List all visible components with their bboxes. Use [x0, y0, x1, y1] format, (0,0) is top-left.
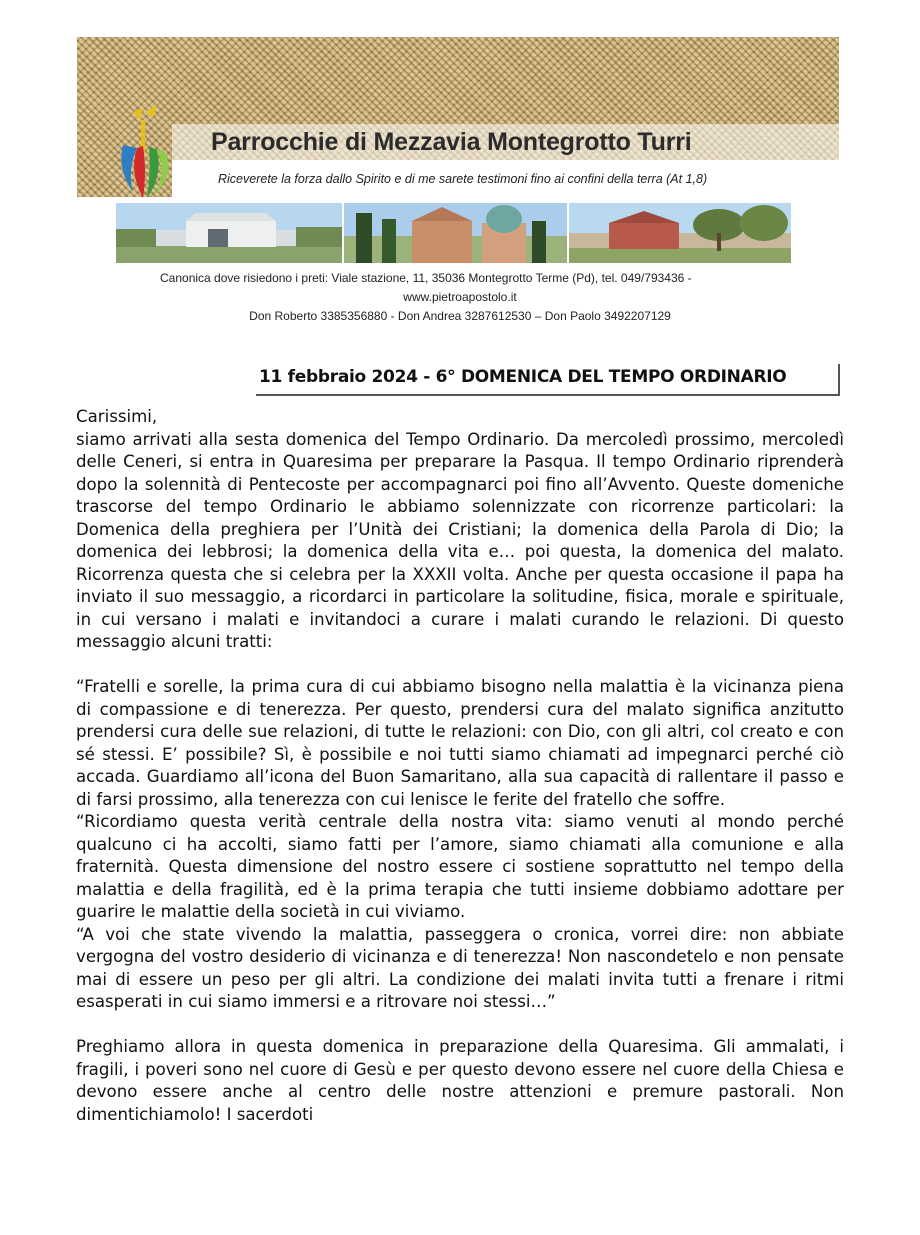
letter-intro: siamo arrivati alla sesta domenica del Tempo Ordinario. Da mercoledì prossimo, mercoledì delle Ceneri, si entra in Quaresima per preparare la Pasqua. Il tempo Ordinario riprenderà dopo la solennità di Pentecoste per accompagnarci poi fino all’Avvento. Queste domeniche trascorse del tempo Ordinario le abbiamo solennizzate con ricorrenze particolari: la Domenica della preghiera per l’Unità dei Cristiani; la domenica della Parola di Dio; la domenica dei lebbrosi; la domenica della vita e… poi questa, la domenica del malato. Ricorrenza questa che si celebra per la XXXII volta. Anche per questa occasione il papa ha inviato il suo messaggio, a ricordarci in particolare la solitudine, fisica, morale e spirituale, in cui versano i malati e invitandoci a curare i malati curando le relazioni. Di questo messaggio alcuni tratti: — [76, 429, 844, 651]
letter-greeting: Carissimi, — [76, 407, 158, 426]
church-photo-rectory — [569, 203, 791, 263]
letter-quote-2: “Ricordiamo questa verità centrale della nostra vita: siamo venuti al mondo perché qualcuno ci ha accolti, siamo fatti per l’amore, siamo chiamati alla comunione e alla fraternità. Questa dimensione del nostro essere ci sostiene soprattutto nel tempo della malattia e della fragilità, ed è la prima terapia che tutti insieme dobbiamo adottare per guarire le malattie della società in cui viviamo. — [76, 812, 844, 921]
letter-quote-3: “A voi che state vivendo la malattia, passeggera o cronica, vorrei dire: non abbiate vergogna del vostro desiderio di vicinanza e di tenerezza! Non nascondetelo e non pensate mai di essere un peso per gli altri. La condizione dei malati invita tutti a frenare i ritmi esasperati in cui siamo immersi e a ritrovare noi stessi…” — [76, 924, 844, 1011]
letter-quote-1: “Fratelli e sorelle, la prima cura di cui abbiamo bisogno nella malattia è la vicinanza piena di compassione e di tenerezza. Per questo, prendersi cura del malato significa anzitutto prendersi cura delle sue relazioni, di tutte le relazioni: con Dio, con gli altri, col creato e con sé stessi. E’ possibile? Sì, è possibile e noi tutti siamo chiamati ad impegnarci perché ciò accada. Guardiamo all’icona del Buon Samaritano, alla sua capacità di rallentare il passo e di farsi prossimo, alla tenerezza con cui lenisce le ferite del fratello che soffre. — [76, 677, 844, 809]
dove-flame-logo-icon — [113, 100, 175, 205]
priests-phones: Don Roberto 3385356880 - Don Andrea 3287612530 – Don Paolo 3492207129 — [249, 309, 671, 323]
website-link[interactable]: www.pietroapostolo.it — [403, 290, 517, 304]
parish-title: Parrocchie di Mezzavia Montegrotto Turri — [211, 128, 692, 156]
church-photo-modern — [116, 203, 342, 263]
letter-closing: Preghiamo allora in questa domenica in preparazione della Quaresima. Gli ammalati, i fragili, i poveri sono nel cuore di Gesù e per questo devono essere nel cuore della Chiesa e devono essere anche al centro delle nostre attenzioni e premure pastorali. Non dimentichiamolo! I sacerdoti — [76, 1037, 844, 1124]
parish-motto: Riceverete la forza dallo Spirito e di me sarete testimoni fino ai confini della terra (At 1,8) — [218, 172, 708, 186]
contact-block — [160, 269, 760, 326]
church-photo-strip — [116, 203, 791, 263]
church-photo-dome — [344, 203, 567, 263]
date-heading-box — [256, 364, 840, 396]
contact-address: Canonica dove risiedono i preti: Viale stazione, 11, 35036 Montegrotto Terme (Pd), tel. 049/793436 - — [160, 271, 692, 285]
date-heading: 11 febbraio 2024 - 6° DOMENICA DEL TEMPO ORDINARIO — [259, 367, 787, 387]
letter-body — [76, 406, 844, 1126]
